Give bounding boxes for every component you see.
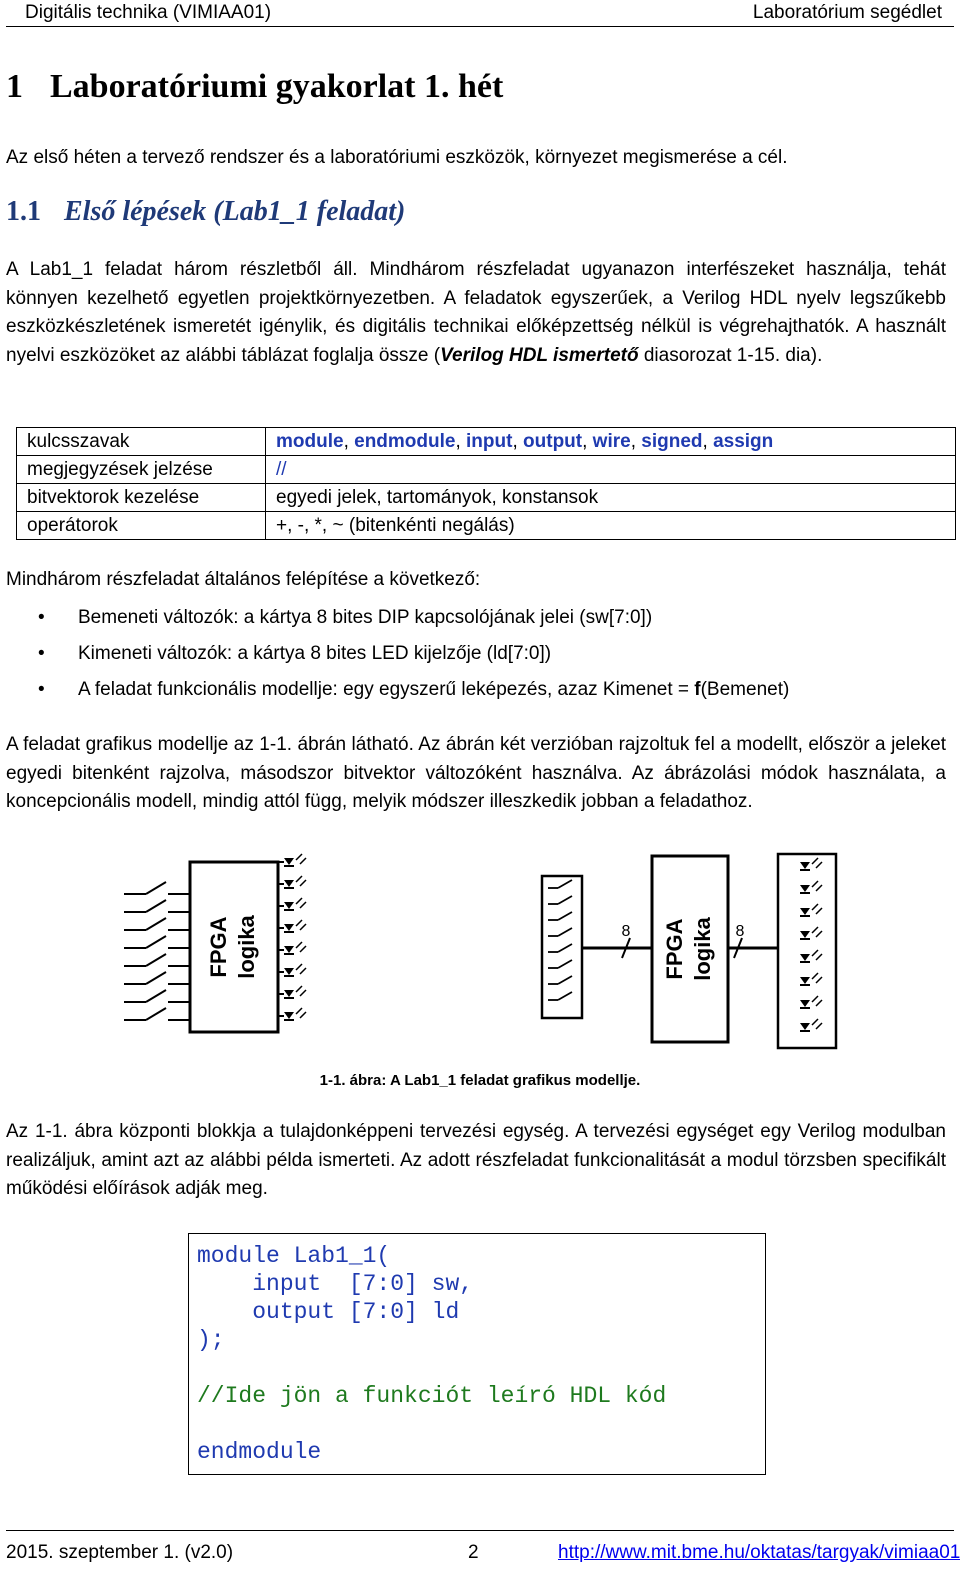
block-label: FPGA [206, 916, 231, 978]
separator: , [512, 431, 524, 452]
block-label: logika [234, 915, 259, 979]
separator: , [343, 431, 355, 452]
led-arrow [296, 964, 302, 970]
led-arrow [296, 876, 302, 882]
paragraph-1 [6, 256, 946, 370]
block-label: logika [690, 917, 715, 981]
table-value: egyedi jelek, tartományok, konstansok [266, 484, 956, 512]
figure-caption: 1-1. ábra: A Lab1_1 feladat grafikus modellje. [319, 1072, 641, 1089]
led-diode [284, 858, 294, 865]
code-line: input [7:0] sw, [197, 1271, 474, 1297]
led-arrow [296, 854, 302, 860]
section-number: 1.1 [6, 196, 41, 227]
code-listing [197, 1242, 666, 1466]
led-arrow [296, 986, 302, 992]
list-item: • Kimeneti változók: a kártya 8 bites LED kijelzője (ld[7:0]) [38, 636, 789, 672]
switch-blade [146, 918, 166, 930]
header-left: Digitális technika (VIMIAA01) [25, 2, 272, 23]
chapter-number: 1 [6, 68, 23, 105]
led-arrow [300, 924, 306, 930]
chapter-title: Laboratóriumi gyakorlat 1. hét [50, 68, 504, 105]
led-diode [284, 902, 294, 909]
table-label: megjegyzések jelzése [17, 456, 266, 484]
code-line [197, 1410, 666, 1438]
keywords-cell [266, 428, 956, 456]
paragraph-1-tail: diasorozat 1-15. dia). [638, 344, 823, 366]
list-item-text: A feladat funkcionális modellje: egy egyszerű leképezés, azaz Kimenet = [78, 679, 695, 700]
paragraph-1-text: A Lab1_1 feladat három részletből áll. Mindhárom részfeladat ugyanazon interfészeket használja, tehát könnyen kezelhető egyetlen projektkörnyezetben. A feladatok egyszerűek, a Verilog HDL nyelv legszűkebb eszközkészletének ismeretét igénylik, és digitális technikai előképzettség nélkül is végrehajthatók. A használt nyelvi eszközöket az alábbi táblázat foglalja össze ( [6, 259, 946, 366]
course-link[interactable]: http://www.mit.bme.hu/oktatas/targyak/vimiaa01 [558, 1542, 960, 1563]
header-right: Laboratórium segédlet [752, 2, 942, 23]
table-row [17, 484, 956, 512]
keyword: wire [592, 431, 631, 452]
keyword: output [523, 431, 583, 452]
list-item-text: (Bemenet) [700, 679, 790, 700]
bus-width-label: 8 [735, 923, 745, 940]
bus-width-label: 8 [621, 923, 631, 940]
table-row [17, 456, 956, 484]
table-label: bitvektorok kezelése [17, 484, 266, 512]
separator: , [455, 431, 467, 452]
switch-blade [146, 936, 166, 948]
code-line: module Lab1_1( [197, 1243, 391, 1269]
keyword: signed [641, 431, 703, 452]
section-heading [6, 196, 405, 228]
footer-rule [6, 1530, 954, 1531]
led-diode [284, 1012, 294, 1019]
led-arrow [300, 1012, 306, 1018]
table-value: +, -, *, ~ (bitenkénti negálás) [266, 512, 956, 540]
code-line: endmodule [197, 1439, 322, 1465]
switch-blade [146, 972, 166, 984]
chapter-heading [6, 68, 503, 106]
separator: , [702, 431, 714, 452]
structure-list [38, 600, 789, 708]
block-label: FPGA [662, 918, 687, 980]
figure-bitwise-model [124, 854, 306, 1032]
led-diode [284, 990, 294, 997]
table-row [17, 428, 956, 456]
code-line: ); [197, 1327, 225, 1353]
led-block [778, 854, 836, 1048]
keyword: input [466, 431, 513, 452]
section-title: Első lépések (Lab1_1 feladat) [64, 196, 406, 227]
led-arrow [300, 968, 306, 974]
led-arrow [296, 920, 302, 926]
figure-vector-model [542, 854, 836, 1048]
led-arrow [300, 946, 306, 952]
code-line: output [7:0] ld [197, 1299, 460, 1325]
led-arrow [300, 990, 306, 996]
table-value: // [266, 456, 956, 484]
led-arrow [296, 898, 302, 904]
switch-blade [146, 1008, 166, 1020]
list-item [38, 672, 789, 708]
code-line [197, 1354, 666, 1382]
function-symbol: f [694, 679, 701, 700]
led-arrow [300, 902, 306, 908]
paragraph-1-emphasis: Verilog HDL ismertető [440, 344, 639, 366]
led-arrow [300, 858, 306, 864]
table-row [17, 512, 956, 540]
keyword: assign [713, 431, 774, 452]
switch-blade [146, 900, 166, 912]
table-label: operátorok [17, 512, 266, 540]
page-number: 2 [468, 1542, 479, 1563]
led-arrow [296, 942, 302, 948]
header-rule [6, 26, 954, 27]
paragraph-2: A feladat grafikus modellje az 1-1. ábrán látható. Az ábrán két verzióban rajzoltuk fel a modellt, először a jeleket egyedi bitenként rajzolva, másodszor bitvektor változóként használva. Az ábrázolási módok használata, a koncepcionális modell, mindig attól függ, melyik módszer illeszkedik jobban a feladathoz. [6, 734, 946, 812]
led-diode [284, 968, 294, 975]
structure-intro: Mindhárom részfeladat általános felépítése a következő: [6, 569, 481, 590]
code-line: //Ide jön a funkciót leíró HDL kód [197, 1383, 667, 1409]
list-item: • Bemeneti változók: a kártya 8 bites DIP kapcsolójának jelei (sw[7:0]) [38, 600, 789, 636]
switch-blade [146, 990, 166, 1002]
keyword: module [276, 431, 344, 452]
separator: , [582, 431, 593, 452]
keyword: endmodule [354, 431, 456, 452]
led-arrow [296, 1008, 302, 1014]
switch-blade [146, 954, 166, 966]
led-diode [284, 880, 294, 887]
led-diode [284, 946, 294, 953]
led-diode [284, 924, 294, 931]
paragraph-3: Az 1-1. ábra központi blokkja a tulajdonképpeni tervezési egység. A tervezési egységet egy Verilog modulban realizáljuk, amint azt az alábbi példa ismerteti. Az adott részfeladat funkcionalitását a modul törzsben specifikált működési előírások adják meg. [6, 1121, 946, 1199]
led-arrow [300, 880, 306, 886]
footer-date: 2015. szeptember 1. (v2.0) [6, 1542, 234, 1563]
code-example [188, 1233, 766, 1475]
separator: , [630, 431, 642, 452]
table-label: kulcsszavak [17, 428, 266, 456]
graphic-model-figure [0, 848, 960, 1058]
switch-blade [146, 882, 166, 894]
intro-paragraph: Az első héten a tervező rendszer és a laboratóriumi eszközök, környezet megismerése a cél. [6, 147, 788, 168]
language-tools-table [16, 427, 956, 540]
